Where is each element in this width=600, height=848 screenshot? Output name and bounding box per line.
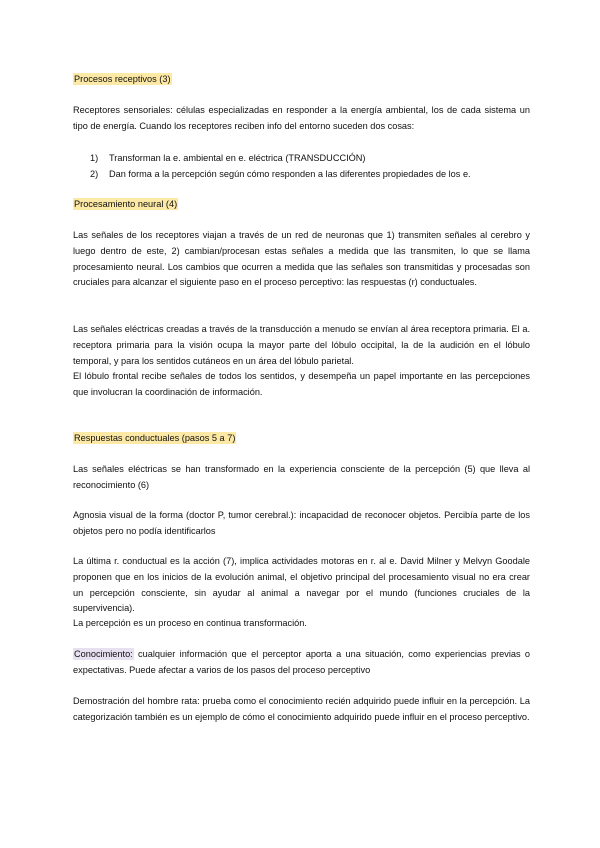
conductuales-paragraph-1: Las señales eléctricas se han transformado en la experiencia consciente de la percepción (5) que lleva al reconocimiento (6) [73, 464, 530, 490]
neural-paragraph-3: El lóbulo frontal recibe señales de todos los sentidos, y desempeña un papel importante en las percepciones que involucran la coordinación de información. [73, 371, 530, 397]
heading-highlight: Procesamiento neural (4) [74, 199, 178, 209]
heading-highlight: Respuestas conductuales (pasos 5 a 7) [74, 433, 236, 443]
neural-paragraph-2: Las señales eléctricas creadas a través de la transducción a menudo se envían al área receptora primaria. El a. receptora primaria para la visión ocupa la mayor parte del lóbulo occipital, la de la audición en el lóbulo temporal, y para los sentidos cutáneos en un área del lóbulo parietal. [73, 324, 530, 366]
section-heading-receptivos [73, 72, 530, 88]
neural-paragraph-1: Las señales de los receptores viajan a través de un red de neuronas que 1) transmiten señales al cerebro y luego dentro de este, 2) cambian/procesan estas señales a medida que las transmiten, lo que se llama procesamiento neural. Los cambios que ocurren a medida que las señales son transmitidas y procesadas son cruciales para alcanzar el siguiente paso en el proceso perceptivo: las respuestas (r) conductuales. [73, 230, 530, 288]
list-item [73, 150, 513, 166]
section-heading-neural [73, 197, 530, 213]
list-item [73, 166, 513, 182]
list-item-text: Dan forma a la percepción según cómo responden a las diferentes propiedades de los e. [109, 169, 471, 179]
conductuales-paragraph-4: La percepción es un proceso en continua transformación. [73, 618, 307, 628]
conductuales-paragraph-2: Agnosia visual de la forma (doctor P, tumor cerebral.): incapacidad de reconocer objetos. Percibía parte de los objetos pero no podía identificarlos [73, 510, 530, 536]
heading-highlight: Procesos receptivos (3) [74, 74, 171, 84]
list-item-text: Transforman la e. ambiental en e. eléctrica (TRANSDUCCIÓN) [109, 153, 366, 163]
conductuales-paragraph-3: La última r. conductual es la acción (7), implica actividades motoras en r. al e. David Milner y Melvyn Goodale proponen que en los inicios de la evolución animal, el objetivo principal del procesamiento visual no era crear un percepción consciente, sin ayudar al animal a navegar por el mundo (funciones cruciales de la supervivencia). [73, 556, 530, 614]
receptivos-intro-paragraph: Receptores sensoriales: células especializadas en responder a la energía ambiental, los de cada sistema un tipo de energía. Cuando los receptores reciben info del entorno suceden dos cosas: [73, 105, 530, 131]
term-highlight: Conocimiento: [74, 649, 133, 659]
conocimiento-definition-text: cualquier información que el perceptor aporta a una situación, como experiencias previas o expectativas. Puede afectar a varios de los pasos del proceso perceptivo [73, 649, 530, 675]
conocimiento-definition-paragraph [73, 647, 530, 679]
list-item-number: 1) [90, 153, 99, 163]
list-item-number: 2) [90, 169, 99, 179]
transduction-steps-list [73, 150, 513, 182]
conocimiento-paragraph-2: Demostración del hombre rata: prueba como el conocimiento recién adquirido puede influir en la percepción. La categorización también es un ejemplo de cómo el conocimiento adquirido puede influir en el proceso perceptivo. [73, 696, 530, 722]
section-heading-conductuales [73, 431, 530, 447]
